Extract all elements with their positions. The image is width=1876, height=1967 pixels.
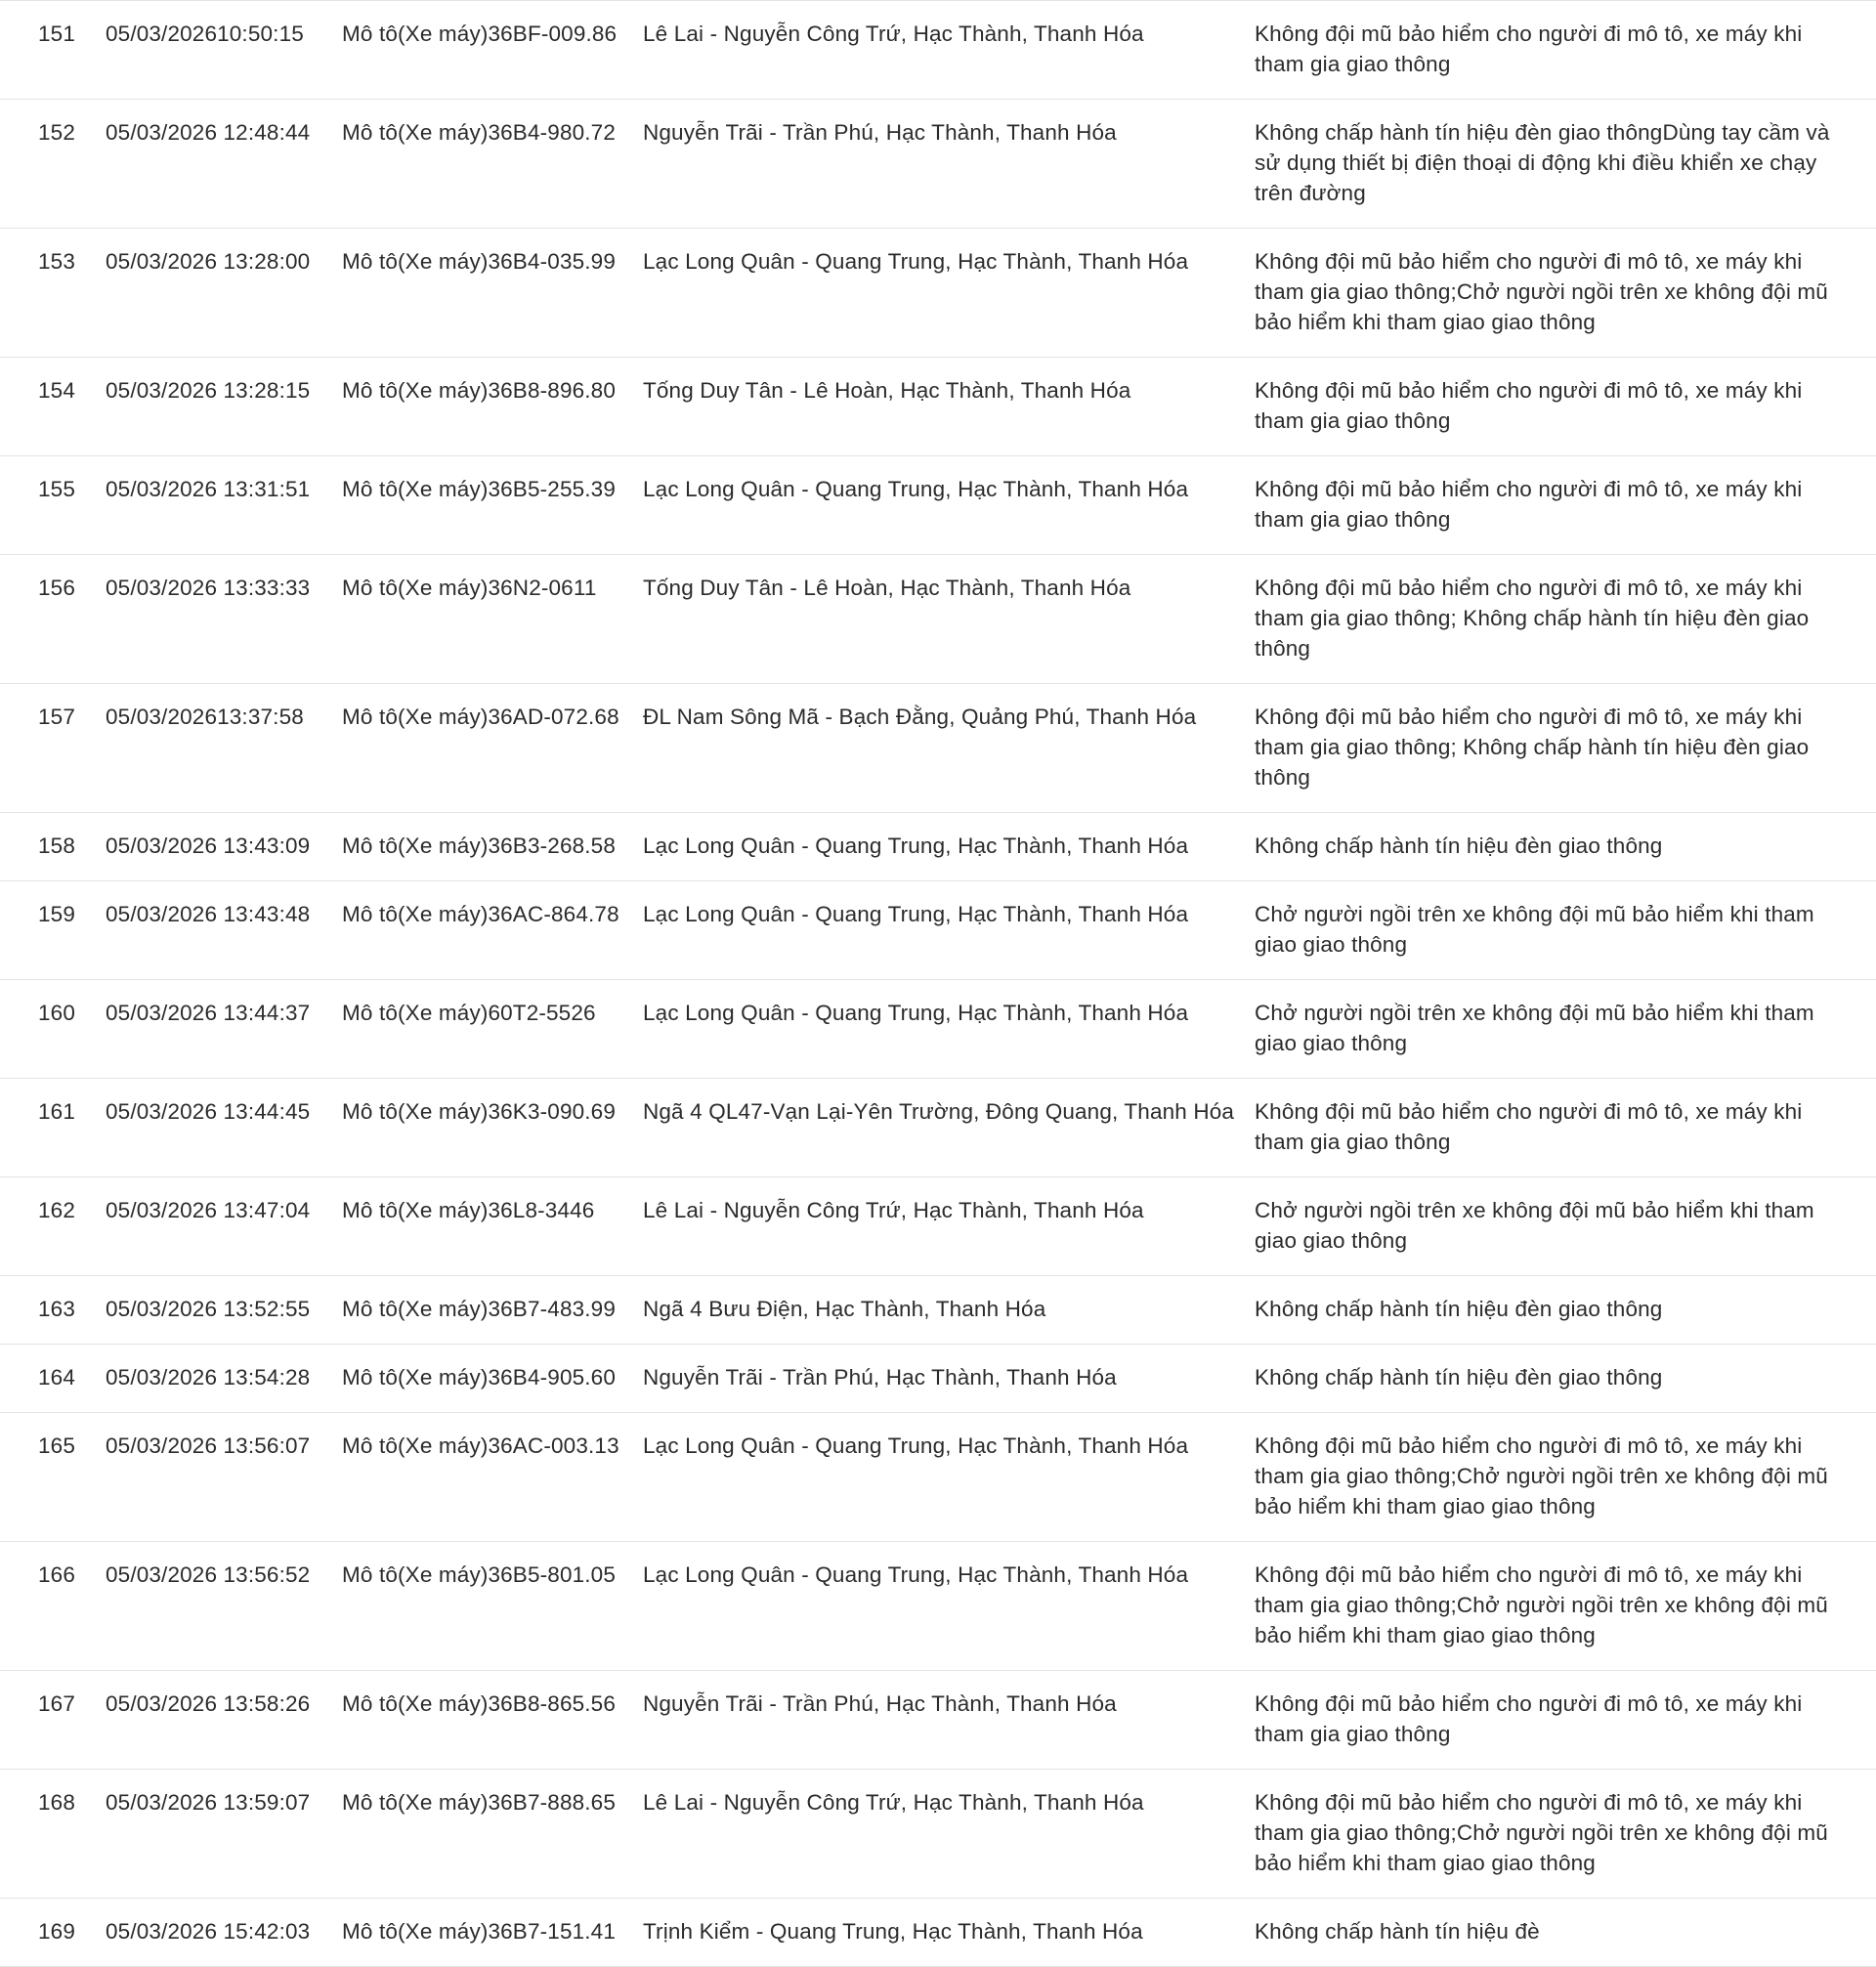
cell-location: Lê Lai - Nguyễn Công Trứ, Hạc Thành, Thanh Hóa [643, 1, 1255, 100]
cell-stt: 168 [0, 1770, 106, 1899]
cell-vehicle-plate: Mô tô(Xe máy)36B8-865.56 [342, 1671, 643, 1770]
cell-stt: 169 [0, 1899, 106, 1967]
table-row [0, 358, 1876, 456]
cell-vehicle-plate: Mô tô(Xe máy)36B7-888.65 [342, 1770, 643, 1899]
table-row [0, 100, 1876, 229]
table-row [0, 1276, 1876, 1345]
cell-timestamp: 05/03/2026 13:56:52 [106, 1542, 342, 1671]
cell-location: ĐL Nam Sông Mã - Bạch Đằng, Quảng Phú, Thanh Hóa [643, 684, 1255, 813]
cell-violation: Không chấp hành tín hiệu đè [1255, 1899, 1876, 1967]
cell-vehicle-plate: Mô tô(Xe máy)36B4-980.72 [342, 100, 643, 229]
cell-stt: 162 [0, 1177, 106, 1276]
cell-stt: 163 [0, 1276, 106, 1345]
table-row [0, 1177, 1876, 1276]
cell-vehicle-plate: Mô tô(Xe máy)36AD-072.68 [342, 684, 643, 813]
table-row [0, 881, 1876, 980]
cell-vehicle-plate: Mô tô(Xe máy)36B5-801.05 [342, 1542, 643, 1671]
cell-violation: Chở người ngồi trên xe không đội mũ bảo hiểm khi tham giao giao thông [1255, 881, 1876, 980]
cell-location: Lạc Long Quân - Quang Trung, Hạc Thành, Thanh Hóa [643, 881, 1255, 980]
table-row [0, 1542, 1876, 1671]
cell-stt: 155 [0, 456, 106, 555]
cell-stt: 153 [0, 229, 106, 358]
cell-timestamp: 05/03/2026 13:56:07 [106, 1413, 342, 1542]
cell-location: Nguyễn Trãi - Trần Phú, Hạc Thành, Thanh Hóa [643, 100, 1255, 229]
cell-timestamp: 05/03/2026 13:59:07 [106, 1770, 342, 1899]
cell-violation: Không chấp hành tín hiệu đèn giao thông [1255, 813, 1876, 881]
cell-location: Nguyễn Trãi - Trần Phú, Hạc Thành, Thanh Hóa [643, 1671, 1255, 1770]
cell-vehicle-plate: Mô tô(Xe máy)36B8-896.80 [342, 358, 643, 456]
cell-location: Lạc Long Quân - Quang Trung, Hạc Thành, Thanh Hóa [643, 229, 1255, 358]
cell-stt: 159 [0, 881, 106, 980]
cell-location: Ngã 4 Bưu Điện, Hạc Thành, Thanh Hóa [643, 1276, 1255, 1345]
cell-violation: Không chấp hành tín hiệu đèn giao thông [1255, 1276, 1876, 1345]
cell-vehicle-plate: Mô tô(Xe máy)36AC-864.78 [342, 881, 643, 980]
cell-violation: Chở người ngồi trên xe không đội mũ bảo hiểm khi tham giao giao thông [1255, 1177, 1876, 1276]
cell-stt: 151 [0, 1, 106, 100]
table-row [0, 980, 1876, 1079]
cell-location: Lạc Long Quân - Quang Trung, Hạc Thành, Thanh Hóa [643, 1542, 1255, 1671]
cell-timestamp: 05/03/2026 13:28:00 [106, 229, 342, 358]
cell-vehicle-plate: Mô tô(Xe máy)36N2-0611 [342, 555, 643, 684]
table-row [0, 1899, 1876, 1967]
cell-timestamp: 05/03/2026 13:43:09 [106, 813, 342, 881]
cell-violation: Không đội mũ bảo hiểm cho người đi mô tô, xe máy khi tham gia giao thông;Chở người ngồi trên xe không đội mũ bảo hiểm khi tham giao giao thông [1255, 1542, 1876, 1671]
cell-stt: 167 [0, 1671, 106, 1770]
table-row [0, 1413, 1876, 1542]
cell-timestamp: 05/03/2026 15:42:03 [106, 1899, 342, 1967]
table-row [0, 1345, 1876, 1413]
cell-stt: 161 [0, 1079, 106, 1177]
cell-violation: Không chấp hành tín hiệu đèn giao thông [1255, 1345, 1876, 1413]
cell-location: Lê Lai - Nguyễn Công Trứ, Hạc Thành, Thanh Hóa [643, 1770, 1255, 1899]
cell-timestamp: 05/03/2026 13:43:48 [106, 881, 342, 980]
cell-stt: 165 [0, 1413, 106, 1542]
cell-location: Lê Lai - Nguyễn Công Trứ, Hạc Thành, Thanh Hóa [643, 1177, 1255, 1276]
cell-stt: 152 [0, 100, 106, 229]
cell-stt: 166 [0, 1542, 106, 1671]
cell-violation: Không đội mũ bảo hiểm cho người đi mô tô, xe máy khi tham gia giao thông [1255, 456, 1876, 555]
table-row [0, 456, 1876, 555]
cell-violation: Chở người ngồi trên xe không đội mũ bảo hiểm khi tham giao giao thông [1255, 980, 1876, 1079]
table-row [0, 229, 1876, 358]
cell-location: Tống Duy Tân - Lê Hoàn, Hạc Thành, Thanh Hóa [643, 555, 1255, 684]
cell-stt: 158 [0, 813, 106, 881]
cell-violation: Không đội mũ bảo hiểm cho người đi mô tô, xe máy khi tham gia giao thông; Không chấp hành tín hiệu đèn giao thông [1255, 684, 1876, 813]
cell-vehicle-plate: Mô tô(Xe máy)36AC-003.13 [342, 1413, 643, 1542]
cell-timestamp: 05/03/2026 13:28:15 [106, 358, 342, 456]
cell-timestamp: 05/03/2026 13:44:45 [106, 1079, 342, 1177]
table-row [0, 1, 1876, 100]
cell-timestamp: 05/03/202613:37:58 [106, 684, 342, 813]
cell-vehicle-plate: Mô tô(Xe máy)36B3-268.58 [342, 813, 643, 881]
cell-stt: 154 [0, 358, 106, 456]
cell-stt: 156 [0, 555, 106, 684]
cell-vehicle-plate: Mô tô(Xe máy)36K3-090.69 [342, 1079, 643, 1177]
cell-timestamp: 05/03/2026 13:54:28 [106, 1345, 342, 1413]
cell-timestamp: 05/03/2026 12:48:44 [106, 100, 342, 229]
cell-location: Trịnh Kiểm - Quang Trung, Hạc Thành, Thanh Hóa [643, 1899, 1255, 1967]
table-row [0, 1079, 1876, 1177]
cell-violation: Không đội mũ bảo hiểm cho người đi mô tô, xe máy khi tham gia giao thông [1255, 1671, 1876, 1770]
cell-stt: 160 [0, 980, 106, 1079]
cell-timestamp: 05/03/2026 13:58:26 [106, 1671, 342, 1770]
table-body [0, 1, 1876, 1967]
cell-location: Lạc Long Quân - Quang Trung, Hạc Thành, Thanh Hóa [643, 456, 1255, 555]
cell-location: Ngã 4 QL47-Vạn Lại-Yên Trường, Đông Quang, Thanh Hóa [643, 1079, 1255, 1177]
cell-stt: 164 [0, 1345, 106, 1413]
cell-violation: Không đội mũ bảo hiểm cho người đi mô tô, xe máy khi tham gia giao thông [1255, 1, 1876, 100]
cell-timestamp: 05/03/2026 13:33:33 [106, 555, 342, 684]
cell-violation: Không đội mũ bảo hiểm cho người đi mô tô, xe máy khi tham gia giao thông;Chở người ngồi trên xe không đội mũ bảo hiểm khi tham giao giao thông [1255, 1770, 1876, 1899]
table-row [0, 813, 1876, 881]
cell-vehicle-plate: Mô tô(Xe máy)36BF-009.86 [342, 1, 643, 100]
cell-location: Lạc Long Quân - Quang Trung, Hạc Thành, Thanh Hóa [643, 813, 1255, 881]
cell-location: Tống Duy Tân - Lê Hoàn, Hạc Thành, Thanh Hóa [643, 358, 1255, 456]
cell-violation: Không đội mũ bảo hiểm cho người đi mô tô, xe máy khi tham gia giao thông;Chở người ngồi trên xe không đội mũ bảo hiểm khi tham giao giao thông [1255, 229, 1876, 358]
cell-violation: Không đội mũ bảo hiểm cho người đi mô tô, xe máy khi tham gia giao thông; Không chấp hành tín hiệu đèn giao thông [1255, 555, 1876, 684]
cell-violation: Không đội mũ bảo hiểm cho người đi mô tô, xe máy khi tham gia giao thông [1255, 1079, 1876, 1177]
cell-timestamp: 05/03/2026 13:47:04 [106, 1177, 342, 1276]
cell-location: Lạc Long Quân - Quang Trung, Hạc Thành, Thanh Hóa [643, 980, 1255, 1079]
cell-timestamp: 05/03/202610:50:15 [106, 1, 342, 100]
table-row [0, 684, 1876, 813]
cell-timestamp: 05/03/2026 13:31:51 [106, 456, 342, 555]
table-row [0, 1671, 1876, 1770]
cell-vehicle-plate: Mô tô(Xe máy)36B5-255.39 [342, 456, 643, 555]
cell-vehicle-plate: Mô tô(Xe máy)36B7-483.99 [342, 1276, 643, 1345]
cell-vehicle-plate: Mô tô(Xe máy)36L8-3446 [342, 1177, 643, 1276]
cell-vehicle-plate: Mô tô(Xe máy)36B4-035.99 [342, 229, 643, 358]
table-row [0, 1770, 1876, 1899]
cell-vehicle-plate: Mô tô(Xe máy)36B4-905.60 [342, 1345, 643, 1413]
cell-stt: 157 [0, 684, 106, 813]
table-row [0, 555, 1876, 684]
cell-location: Lạc Long Quân - Quang Trung, Hạc Thành, Thanh Hóa [643, 1413, 1255, 1542]
cell-violation: Không đội mũ bảo hiểm cho người đi mô tô, xe máy khi tham gia giao thông [1255, 358, 1876, 456]
cell-location: Nguyễn Trãi - Trần Phú, Hạc Thành, Thanh Hóa [643, 1345, 1255, 1413]
cell-timestamp: 05/03/2026 13:44:37 [106, 980, 342, 1079]
cell-vehicle-plate: Mô tô(Xe máy)60T2-5526 [342, 980, 643, 1079]
cell-violation: Không chấp hành tín hiệu đèn giao thôngDùng tay cầm và sử dụng thiết bị điện thoại di động khi điều khiển xe chạy trên đường [1255, 100, 1876, 229]
cell-timestamp: 05/03/2026 13:52:55 [106, 1276, 342, 1345]
cell-vehicle-plate: Mô tô(Xe máy)36B7-151.41 [342, 1899, 643, 1967]
cell-violation: Không đội mũ bảo hiểm cho người đi mô tô, xe máy khi tham gia giao thông;Chở người ngồi trên xe không đội mũ bảo hiểm khi tham giao giao thông [1255, 1413, 1876, 1542]
